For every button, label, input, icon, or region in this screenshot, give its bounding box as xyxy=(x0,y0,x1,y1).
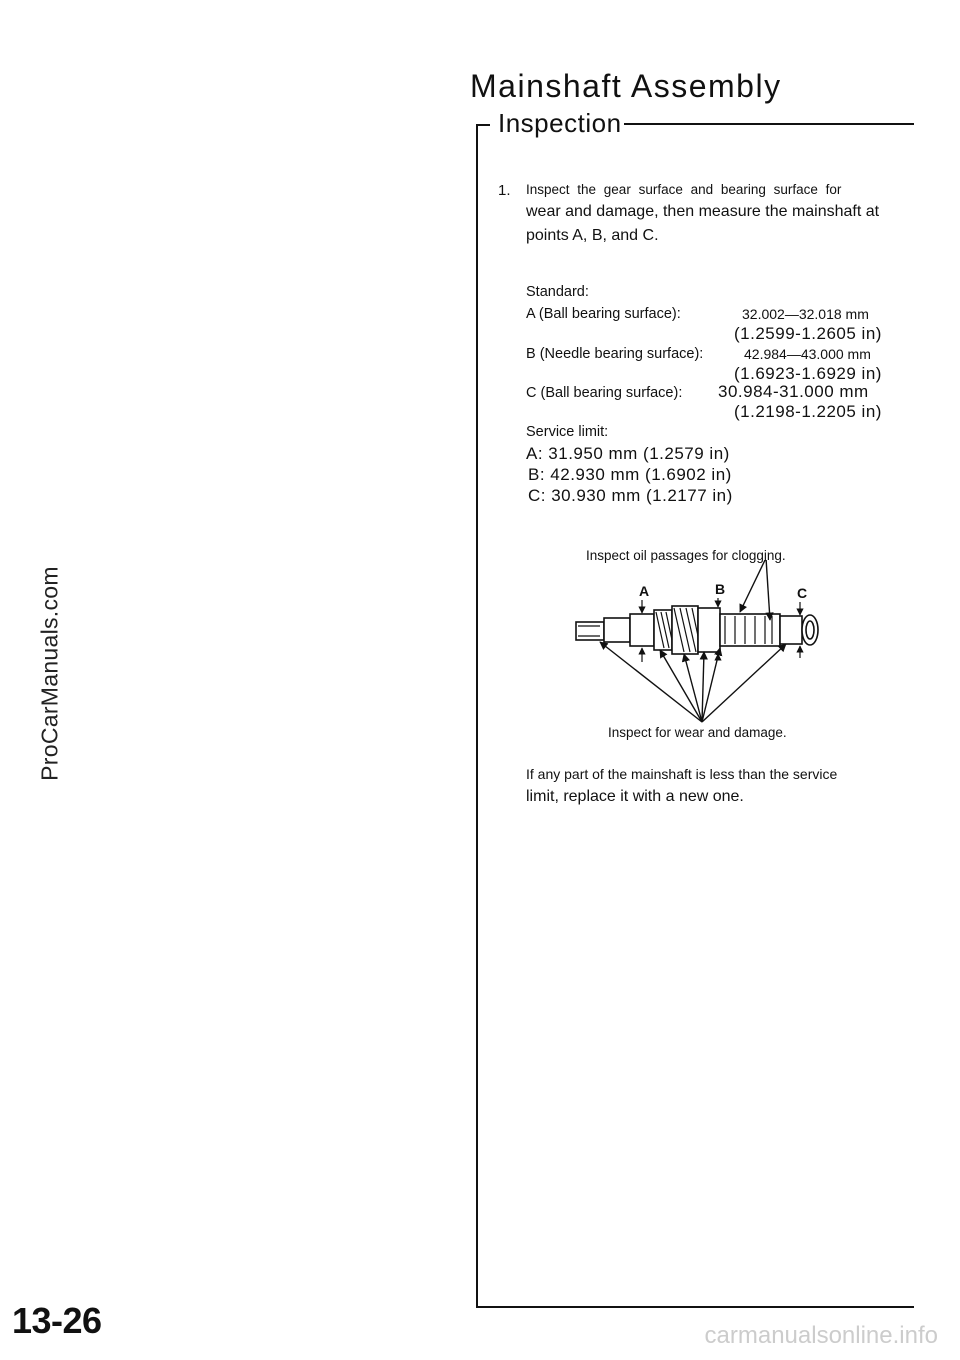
standard-c-label: C (Ball bearing surface): xyxy=(526,385,683,401)
step-text-line-3: points A, B, and C. xyxy=(526,227,659,245)
page-number: 13-26 xyxy=(12,1300,102,1341)
mainshaft-diagram xyxy=(560,560,840,730)
standard-c-in: (1.2198-1.2205 in) xyxy=(734,402,882,421)
service-limit-note xyxy=(526,764,894,809)
standard-heading: Standard: xyxy=(526,284,589,300)
side-watermark: ProCarManuals.com xyxy=(36,566,63,781)
service-limit-heading: Service limit: xyxy=(526,424,609,440)
section-bracket-bottom xyxy=(476,1306,914,1308)
section-bracket-left xyxy=(476,124,478,1308)
service-limit-a: A: 31.950 mm (1.2579 in) xyxy=(526,444,730,463)
section-heading: Inspection xyxy=(498,108,622,138)
note-line-2: limit, replace it with a new one. xyxy=(526,788,744,805)
point-c-label: C xyxy=(797,585,808,601)
standard-a-label: A (Ball bearing surface): xyxy=(526,306,681,322)
figure-caption-top: Inspect oil passages for clogging. xyxy=(586,548,786,563)
standard-b-mm: 42.984—43.000 mm xyxy=(744,346,871,362)
inspection-step-1 xyxy=(498,180,894,248)
standard-a-in: (1.2599-1.2605 in) xyxy=(734,324,882,343)
page-title: Mainshaft Assembly xyxy=(470,68,782,104)
point-b-label: B xyxy=(715,581,726,597)
note-line-1: If any part of the mainshaft is less than the service xyxy=(526,766,838,782)
standard-b-in: (1.6923-1.6929 in) xyxy=(734,364,882,383)
point-a-label: A xyxy=(639,583,650,599)
figure-caption-bottom: Inspect for wear and damage. xyxy=(608,725,787,740)
standard-b-label: B (Needle bearing surface): xyxy=(526,346,704,362)
step-text-line-2: wear and damage, then measure the mainshaft at xyxy=(526,203,880,221)
step-text-line-1: Inspect the gear surface and bearing surface for xyxy=(526,182,842,197)
section-bracket-top-right xyxy=(624,123,914,125)
service-limit-b: B: 42.930 mm (1.6902 in) xyxy=(528,465,732,484)
step-number: 1. xyxy=(498,182,511,199)
section-bracket-top-left xyxy=(476,124,490,126)
service-limit-c: C: 30.930 mm (1.2177 in) xyxy=(528,486,733,505)
standard-c-mm: 30.984-31.000 mm xyxy=(718,382,869,401)
site-watermark: carmanualsonline.info xyxy=(704,1322,938,1349)
standard-a-mm: 32.002—32.018 mm xyxy=(742,306,869,322)
